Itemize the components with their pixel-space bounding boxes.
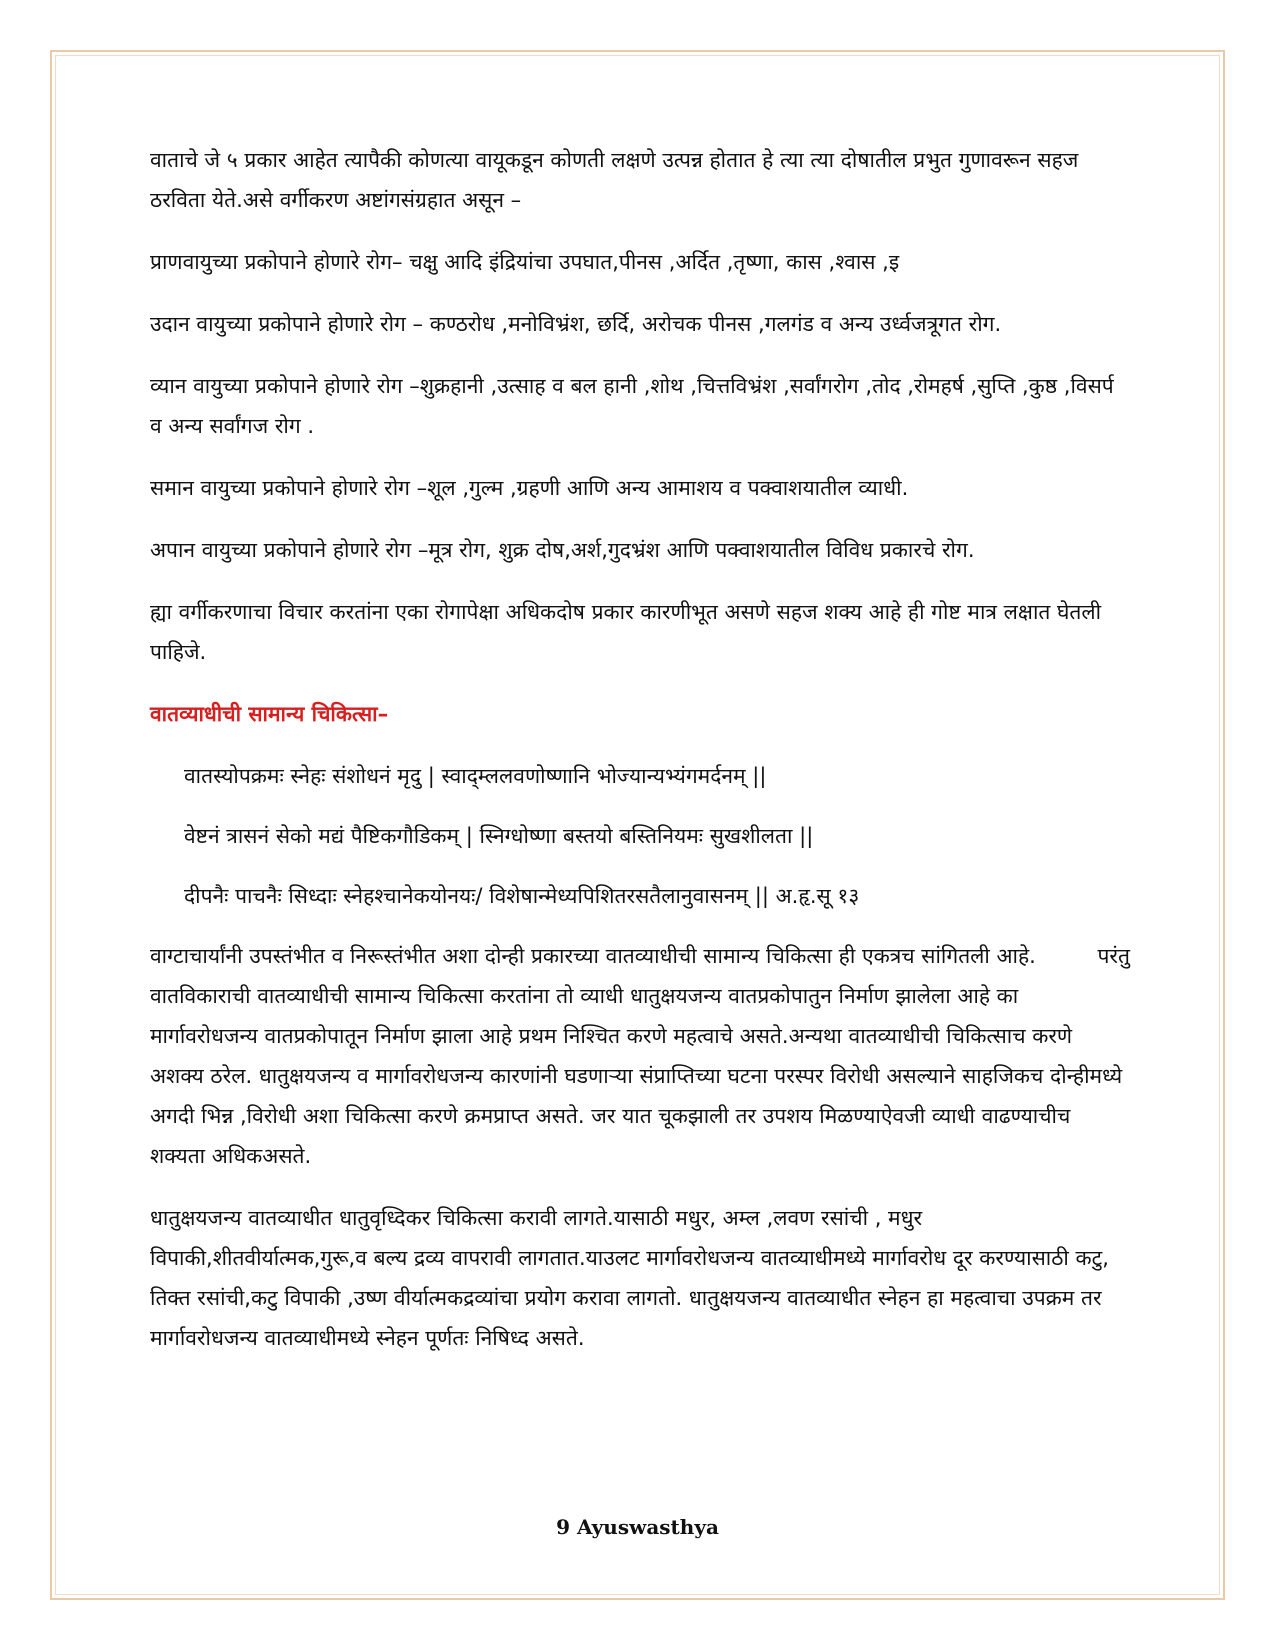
page-content <box>150 140 1130 1380</box>
paragraph-general-treatment-intro <box>150 936 1130 976</box>
paragraph-vyana-vayu: व्यान वायुच्या प्रकोपाने होणारे रोग –शुक्रहानी ,उत्साह व बल हानी ,शोथ ,चित्तविभ्रंश ,सर्वांगरोग ,तोद ,रोमहर्ष ,सुप्ति ,कुष्ठ ,विसर्प व अन्य सर्वांगज रोग . <box>150 374 1114 438</box>
paranthu-word: परंतु <box>1097 944 1130 968</box>
verse-line-3: दीपनैः पाचनैः सिध्दाः स्नेहश्चानेकयोनयः/ विशेषान्मेध्यपिशितरसतैलानुवासनम् || अ.हृ.सू १३ <box>184 884 860 908</box>
page-footer: 9 Ayuswasthya <box>556 1515 719 1539</box>
intro-text: वाग्टाचार्यांनी उपस्तंभीत व निरूस्तंभीत अशा दोन्ही प्रकारच्या वातव्याधीची सामान्य चिकित्सा ही एकत्रच सांगितली आहे. <box>150 944 1036 968</box>
paragraph-general-treatment-body: वातविकाराची वातव्याधीची सामान्य चिकित्सा करतांना तो व्याधी धातुक्षयजन्य वातप्रकोपातुन निर्माण झालेला आहे का मार्गावरोधजन्य वातप्रकोपातून निर्माण झाला आहे प्रथम निश्चित करणे महत्वाचे असते.अन्यथा वातव्याधीची चिकित्साच करणे अशक्य ठरेल. धातुक्षयजन्य व मार्गावरोधजन्य कारणांनी घडणाऱ्या संप्राप्तिच्या घटना परस्पर विरोधी असल्याने साहजिकच दोन्हीमध्ये अगदी भिन्न ,विरोधी अशा चिकित्सा करणे क्रमप्राप्त असते. जर यात चूकझाली तर उपशय मिळण्याऐवजी व्याधी वाढण्याचीच शक्यता अधिकअसते. <box>150 984 1123 1168</box>
verse-line-2: वेष्टनं त्रासनं सेको मद्यं पैष्टिकगौडिकम् | स्निग्धोष्णा बस्तयो बस्तिनियमः सुखशीलता || <box>184 824 814 848</box>
paragraph-classification-note: ह्या वर्गीकरणाचा विचार करतांना एका रोगापेक्षा अधिकदोष प्रकार कारणीभूत असणे सहज शक्य आहे ही गोष्ट मात्र लक्षात घेतली पाहिजे. <box>150 600 1102 664</box>
section-heading: वातव्याधीची सामान्य चिकित्सा– <box>150 702 389 726</box>
verse-line-1: वातस्योपक्रमः स्नेहः संशोधनं मृदु | स्वाद्म्ललवणोष्णानि भोज्यान्यभ्यंगमर्दनम् || <box>184 764 767 788</box>
paragraph-general-treatment <box>150 936 1130 1176</box>
paragraph-vata-types: वाताचे जे ५ प्रकार आहेत त्यापैकी कोणत्या वायूकडून कोणती लक्षणे उत्पन्न होतात हे त्या त्या दोषातील प्रभुत गुणावरून सहज ठरविता येते.असे वर्गीकरण अष्टांगसंग्रहात असून – <box>150 148 1079 212</box>
paragraph-samana-vayu: समान वायुच्या प्रकोपाने होणारे रोग –शूल ,गुल्म ,ग्रहणी आणि अन्य आमाशय व पक्वाशयातील व्याधी. <box>150 476 909 500</box>
paragraph-prana-vayu: प्राणवायुच्या प्रकोपाने होणारे रोग– चक्षु आदि इंद्रियांचा उपघात,पीनस ,अर्दित ,तृष्णा, कास ,श्वास ,इ <box>150 250 900 274</box>
paragraph-udana-vayu: उदान वायुच्या प्रकोपाने होणारे रोग – कण्ठरोध ,मनोविभ्रंश, छर्दि, अरोचक पीनस ,गलगंड व अन्य उर्ध्वजत्रूगत रोग. <box>150 312 1002 336</box>
paragraph-apana-vayu: अपान वायुच्या प्रकोपाने होणारे रोग –मूत्र रोग, शुक्र दोष,अर्श,गुदभ्रंश आणि पक्वाशयातील विविध प्रकारचे रोग. <box>150 538 975 562</box>
paragraph-dhatukshaya-treatment: धातुक्षयजन्य वातव्याधीत धातुवृध्दिकर चिकित्सा करावी लागते.यासाठी मधुर, अम्ल ,लवण रसांची , मधुर विपाकी,शीतवीर्यात्मक,गुरू,व बल्य द्रव्य वापरावी लागतात.याउलट मार्गावरोधजन्य वातव्याधीमध्ये मार्गावरोध दूर करण्यासाठी कटु, तिक्त रसांची,कटु विपाकी ,उष्ण वीर्यात्मकद्रव्यांचा प्रयोग करावा लागतो. धातुक्षयजन्य वातव्याधीत स्नेहन हा महत्वाचा उपक्रम तर मार्गावरोधजन्य वातव्याधीमध्ये स्नेहन पूर्णतः निषिध्द असते. <box>150 1206 1109 1350</box>
